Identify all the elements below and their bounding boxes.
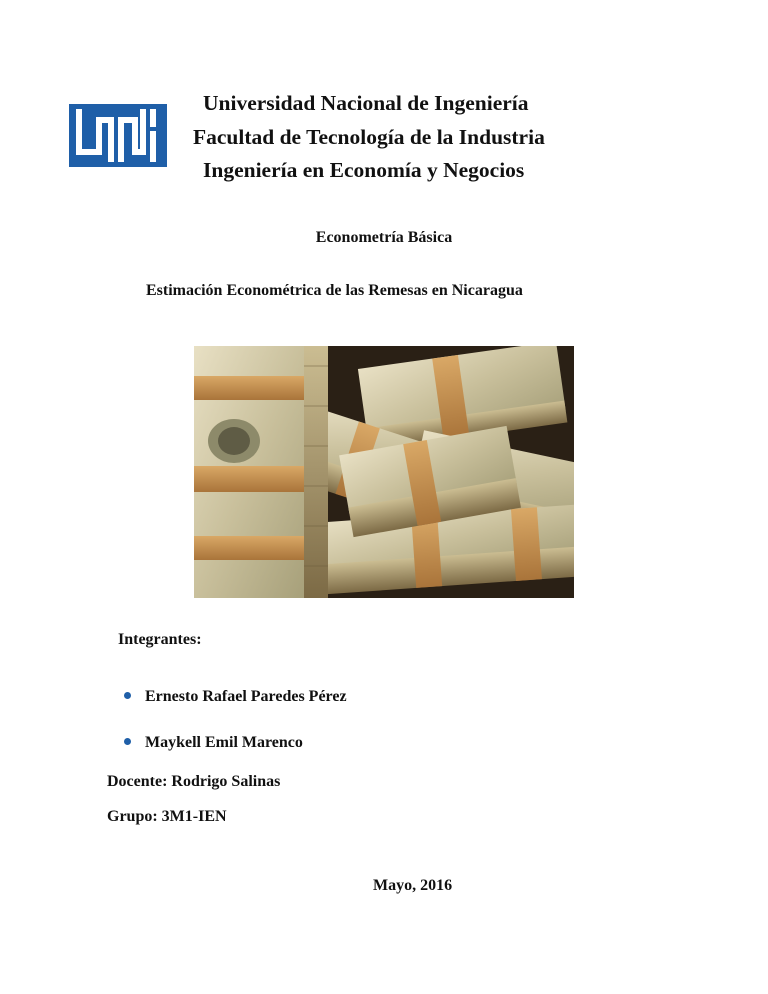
course-name: Econometría Básica xyxy=(315,229,453,246)
list-item xyxy=(124,688,347,706)
bullet-icon xyxy=(124,692,131,699)
members-label: Integrantes: xyxy=(118,631,202,648)
member-name: Maykell Emil Marenco xyxy=(145,734,303,751)
teacher-line: Docente: Rodrigo Salinas xyxy=(107,773,281,790)
program-name: Ingeniería en Economía y Negocios xyxy=(203,158,525,182)
faculty-name: Facultad de Tecnología de la Industria xyxy=(193,125,545,149)
bullet-icon xyxy=(124,738,131,745)
uni-logo-icon xyxy=(69,104,167,167)
date-line: Mayo, 2016 xyxy=(373,877,453,894)
member-name: Ernesto Rafael Paredes Pérez xyxy=(145,688,347,705)
university-name: Universidad Nacional de Ingeniería xyxy=(203,91,529,115)
list-item xyxy=(124,734,303,752)
money-stacks-image xyxy=(194,346,574,598)
document-title: Estimación Econométrica de las Remesas en Nicaragua xyxy=(146,282,523,299)
group-line: Grupo: 3M1-IEN xyxy=(107,808,227,825)
